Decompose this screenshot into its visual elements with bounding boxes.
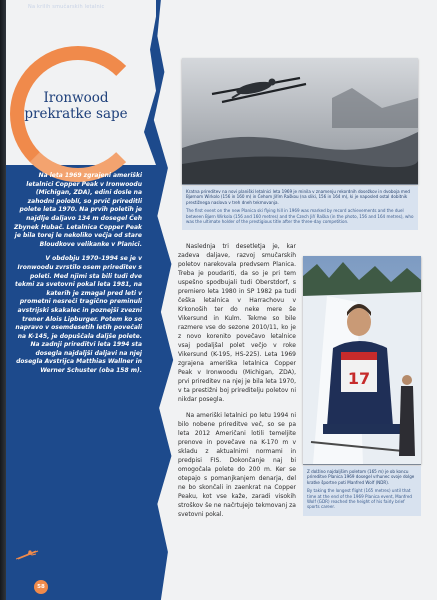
caption-connector-line [182, 184, 418, 185]
athlete-portrait-photo [303, 256, 421, 464]
intro-text-block [14, 172, 142, 382]
article-paragraph: Na ameriški letalnici po letu 1994 ni bilo nobene prireditve več, so se pa leta 2012 Američani lotili temeljite prenove in povečave na K-170 m v skladu z aktualnimi normami in predpisi FIS. Dokončanje naj bi omogočala polete do 200 m. Ker se otepajo s pomanjkanjem denarja, del ne bo skončali in zaenkrat na Copper Peaku, kot vse kaže, zaradi visokih stroškov še ne načrtujejo tekmovanj za svetovni pokal. [178, 412, 296, 518]
article-paragraph: Naslednja tri desetletja je, kar zadeva daljave, razvoj smučarskih poletov narekovala predvsem Planica. Treba je poudariti, da so je pri tem uspešno spodbujali tudi Oberstdorf, s premiero leta 1980 in SP 1982 pa tudi češka letalnica v Harrachovu v Krkonoših ter do neke mere še Vikersund in Kulm. Tekme so bile razmere vse do sezone 2010/11, ko je z novo korenito povečavo letalnice vsaj podaljšal polet večjo v roke Vikersund (K-195, HS-225). Leta 1969 zgrajena ameriška letalnica Copper Peak v Ironwoodu (Michigan, ZDA), prvi prireditev na njej je bila leta 1970, v ta prestižni boj prireditelju poletov ni nikdar posegla. [178, 243, 296, 403]
photo-caption-top [182, 186, 418, 230]
caption-slovenian: Kratna prireditev na novi planiški letalnici leta 1969 je minila v znamenju rekordnih dosežkov in dvoboja med Bjørnom Wirkolo (156 in 160 m) in Čehom Jiřím Raškou (na sliki, 156 in 164 m), ki je naposled ostal dobitnik prestižnega naslova v treh dneh tekmovanja. [186, 189, 411, 205]
article-body [178, 242, 296, 526]
chapter-breadcrumb: Na krilih smučarskih letalnic [28, 4, 105, 10]
intro-paragraph: Na leta 1969 zgrajeni ameriški letalnici Copper Peak v Ironwoodu (Michigan, ZDA), edini dosle na zahodni poloblí, so prvič prireditli polete leta 1970. Na prvih poletih je najdlje daljavo 134 m dosegel Čeh Zbynek Hubač. Letalnica Copper Peak je bila torej le nekoliko večja od stare Bloudkove velikanke v Planici. [14, 172, 143, 248]
bib-number: 17 [347, 369, 371, 388]
caption-english: The first event on the new Planica ski flying hill in 1969 was marked by record achievements and the duel between Bjørn Wirkola (156 and 160 metres) and the Czech Jiří Raška (in the photo, 156 and 164 metres), who was the ultimate holder of the prestigious title after the three-day competition. [186, 208, 414, 225]
caption-slovenian: Z dolžino najdaljšim poletom (165 m) je ob koncu prireditve Planica 1969 dosegel vrhunec svoje dolge kratke športne poti Manfred Wolf (NDR). [307, 469, 415, 485]
photo-caption-right [303, 466, 421, 516]
book-page [6, 0, 437, 600]
ski-jumper-icon [16, 548, 44, 560]
ski-jumper-photo [182, 58, 418, 184]
intro-paragraph: V obdobju 1970–1994 se je v Ironwoodu zvrstilo osem prireditev s poleti. Med njimi sta bili tudi dve tekmi za svetovni pokal leta 1981, na katerih je zmagal pred leti v prometni nesreči tragično preminuli avstrijski skakalec in poznejši zvezni trener Alois Lipburger. Potem ko so napravo v osemdesetih letih povečali na K-145, je dopuščala daljše polete. Na zadnji prireditvi leta 1994 sta dosegla najdaljši daljavi na njej dosegla Avstrijca Matthias Wallner in Werner Schuster (oba 158 m). [15, 255, 142, 375]
caption-connector-line [303, 464, 421, 465]
section-title: Ironwood prekratke sape [24, 90, 128, 122]
caption-english: By taking the longest flight (165 metres) until that time at the end of the 1969 Planica event, Manfred Wolf (GDR) reached the height of his fairly brief sports career. [307, 488, 412, 510]
page-number: 58 [34, 580, 48, 594]
